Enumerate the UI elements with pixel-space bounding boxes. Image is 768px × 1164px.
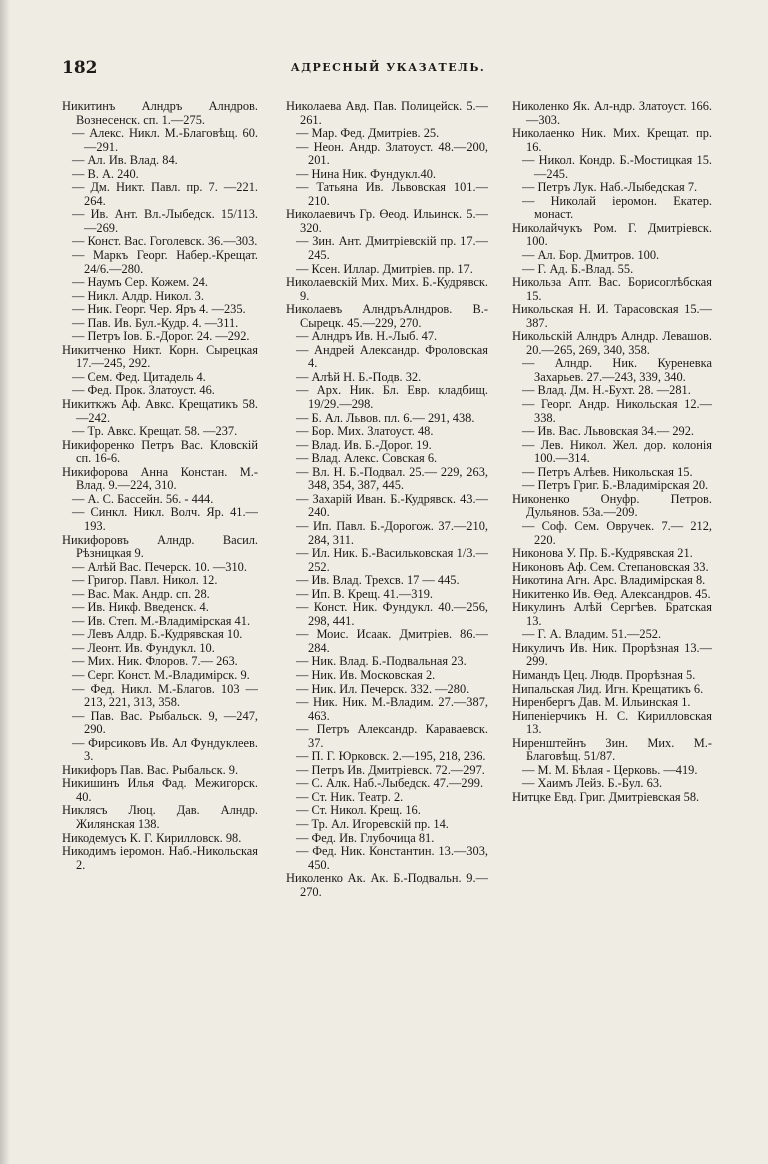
running-title: АДРЕСНЫЙ УКАЗАТЕЛЬ. xyxy=(290,61,486,74)
directory-entry: Ниренштейнъ Зин. Мих. М.-Благовѣщ. 51/87. xyxy=(512,735,712,764)
directory-entry: Никлясъ Люц. Дав. Алндр. Жилянская 138. xyxy=(62,803,258,831)
directory-entry: — Ил. Ник. Б.-Васильковская 1/3.—252. xyxy=(296,546,488,574)
directory-entry: — Петръ Ив. Дмитріевск. 72.—297. xyxy=(296,762,485,777)
directory-entry: — Ив. Степ. М.-Владимірская 41. xyxy=(72,613,251,628)
directory-entry: — Алндр. Ник. Куреневка Захарьев. 27.—243, 339, 340. xyxy=(522,356,712,384)
directory-entry: — Ник. Влад. Б.-Подвальная 23. xyxy=(296,654,467,669)
directory-entry: — Нина Ник. Фундукл.40. xyxy=(296,166,436,181)
directory-entry: — Г. А. Владим. 51.—252. xyxy=(522,627,662,642)
directory-entry: — Неон. Андр. Златоуст. 48.—200, 201. xyxy=(296,139,488,168)
directory-entry: — В. А. 240. xyxy=(72,166,139,181)
directory-entry: Никодимъ іеромон. Наб.-Никольская 2. xyxy=(62,844,258,872)
directory-entry: — Фед. Никл. М.-Благов. 103 —213, 221, 313, 358. xyxy=(72,681,258,710)
directory-entry: — Вл. Н. Б.-Подвал. 25.— 229, 263, 348, 354, 387, 445. xyxy=(296,464,488,493)
directory-entry: — Вас. Мак. Андр. сп. 28. xyxy=(72,586,210,601)
directory-entry: — П. Г. Юрковск. 2.—195, 218, 236. xyxy=(296,749,486,764)
directory-entry: Никитинъ Алндръ Алндров. Вознесенск. сп. 1.—275. xyxy=(62,100,258,127)
directory-entry: — Мар. Фед. Дмитріев. 25. xyxy=(296,126,440,141)
directory-entry: — Ив. Влад. Трехсв. 17 — 445. xyxy=(296,573,460,588)
directory-entry: Николаевичъ Гр. Өеод. Ильинск. 5.—320. xyxy=(286,207,488,235)
directory-entry: — Никл. Алдр. Никол. 3. xyxy=(72,288,204,303)
directory-entry: — Петръ Лук. Наб.-Лыбедская 7. xyxy=(522,180,698,195)
directory-entry: — С. Алк. Наб.-Лыбедск. 47.—299. xyxy=(296,776,484,791)
directory-entry: — Лев. Никол. Жел. дор. колонія 100.—314. xyxy=(522,437,712,466)
directory-entry: Никотина Агн. Арс. Владимірская 8. xyxy=(512,573,706,588)
directory-entry: — Соф. Сем. Овручек. 7.— 212, 220. xyxy=(522,518,712,547)
directory-entry: Никонова У. Пр. Б.-Кудрявская 21. xyxy=(512,546,693,561)
directory-entry: Николайчукъ Ром. Г. Дмитріевск. 100. xyxy=(512,220,712,249)
directory-entry: — Тр. Авкс. Крещат. 58. —237. xyxy=(72,424,238,439)
directory-entry: Никифоръ Пав. Вас. Рыбальск. 9. xyxy=(62,762,239,777)
directory-entry: — М. М. Бѣлая - Церковь. —419. xyxy=(522,762,698,777)
directory-entry: — Зин. Ант. Дмитріевскій пр. 17.—245. xyxy=(296,234,488,263)
directory-entry: — Пав. Вас. Рыбальск. 9, —247, 290. xyxy=(72,708,258,737)
directory-entry: — Алндръ Ив. Н.-Лыб. 47. xyxy=(296,329,438,344)
directory-entry: — Моис. Исаак. Дмитріев. 86.—284. xyxy=(296,627,488,655)
directory-entry: — Хаимъ Лейз. Б.-Бул. 63. xyxy=(522,776,663,791)
directory-entry: Никифорова Анна Констан. М.-Влад. 9.—224, 310. xyxy=(62,464,258,493)
directory-entry: — Дм. Никт. Павл. пр. 7. —221. 264. xyxy=(72,180,258,208)
directory-entry: — Захарій Иван. Б.-Кудрявск. 43.—240. xyxy=(296,491,488,520)
directory-entry: — Пав. Ив. Бул.-Кудр. 4. —311. xyxy=(72,315,239,330)
directory-entry: — Ник. Ив. Московская 2. xyxy=(296,667,436,682)
directory-entry: — Арх. Ник. Бл. Евр. кладбищ. 19/29.—298. xyxy=(296,383,488,412)
column-right xyxy=(512,100,712,1140)
directory-entry: Никифоренко Петръ Вас. Кловскій сп. 16-6. xyxy=(62,437,258,466)
directory-entry: — Сем. Фед. Цитадель 4. xyxy=(72,369,206,384)
page-number: 182 xyxy=(62,58,98,78)
directory-entry: Нитцке Евд. Григ. Дмитріевская 58. xyxy=(512,789,700,804)
directory-entry: — Серг. Конст. М.-Владимірск. 9. xyxy=(72,667,250,682)
directory-entry: — Георг. Андр. Никольская 12.—338. xyxy=(522,397,712,425)
directory-entry: — Петръ Григ. Б.-Владимірская 20. xyxy=(522,478,709,493)
directory-entry: — Фирсиковъ Ив. Ал Фундуклеев. 3. xyxy=(72,735,258,764)
directory-entry: Никоновъ Аф. Сем. Степановская 33. xyxy=(512,559,709,574)
column-middle xyxy=(286,100,488,1140)
directory-entry: — Конст. Вас. Гоголевск. 36.—303. xyxy=(72,234,258,249)
directory-entry: — Ксен. Иллар. Дмитріев. пр. 17. xyxy=(296,261,473,276)
directory-entry: — Ив. Ант. Вл.-Лыбедск. 15/113.—269. xyxy=(72,207,258,235)
directory-entry: Николаевскій Мих. Мих. Б.-Кудрявск. 9. xyxy=(286,275,488,303)
directory-entry: — Алѣй Вас. Печерск. 10. —310. xyxy=(72,559,247,574)
directory-entry: Никоненко Онуфр. Петров. Дульянов. 53а.—209. xyxy=(512,491,712,520)
directory-entry: — А. С. Бассейн. 56. - 444. xyxy=(72,491,214,506)
directory-entry: — Г. Ад. Б.-Влад. 55. xyxy=(522,261,634,276)
directory-entry: — Алѣй Н. Б.-Подв. 32. xyxy=(296,369,422,384)
directory-entry: Николаева Авд. Пав. Полицейск. 5.—261. xyxy=(286,100,488,127)
directory-entry: — Конст. Ник. Фундукл. 40.—256, 298, 441. xyxy=(296,600,488,628)
directory-entry: — Ип. Павл. Б.-Дорогож. 37.—210, 284, 311. xyxy=(296,518,488,547)
directory-entry: Никитченко Никт. Корн. Сырецкая 17.—245, 292. xyxy=(62,342,258,371)
directory-entry: — Ник. Ник. М.-Владим. 27.—387, 463. xyxy=(296,695,488,723)
directory-entry: — Татьяна Ив. Львовская 101.—210. xyxy=(296,180,488,208)
directory-entry: — Петръ Александр. Караваевск. 37. xyxy=(296,722,488,750)
directory-entry: Николаенко Ник. Мих. Крещат. пр. 16. xyxy=(512,126,712,154)
directory-entry: — Маркъ Георг. Набер.-Крещат. 24/6.—280. xyxy=(72,248,258,276)
directory-entry: Никольская Н. И. Тарасовская 15.—387. xyxy=(512,302,712,330)
directory-entry: Никодемусъ К. Г. Кирилловск. 98. xyxy=(62,830,242,845)
directory-entry: — Андрей Александр. Фроловская 4. xyxy=(296,342,488,371)
directory-entry: Нипальская Лид. Игн. Крещатикъ 6. xyxy=(512,681,704,696)
directory-entry: — Ив. Вас. Львовская 34.— 292. xyxy=(522,424,695,439)
directory-entry: — Фед. Ив. Глубочица 81. xyxy=(296,830,435,845)
directory-entry: Никитенко Ив. Өед. Александров. 45. xyxy=(512,586,711,601)
directory-entry: — Григор. Павл. Никол. 12. xyxy=(72,573,218,588)
directory-entry: Никулинъ Алѣй Сергѣев. Братская 13. xyxy=(512,600,712,628)
directory-entry: — Петръ Іов. Б.-Дорог. 24. —292. xyxy=(72,329,250,344)
directory-entry: — Влад. Алекс. Совская 6. xyxy=(296,451,438,466)
directory-entry: — Ал. Ив. Влад. 84. xyxy=(72,153,178,168)
directory-entry: Никольскій Алндръ Алндр. Левашов. 20.—265, 269, 340, 358. xyxy=(512,329,712,357)
directory-entry: — Леонт. Ив. Фундукл. 10. xyxy=(72,640,215,655)
directory-entry: Николенко Ак. Ак. Б.-Подвальн. 9.—270. xyxy=(286,871,488,899)
column-left xyxy=(62,100,258,1140)
directory-entry: — Наумъ Сер. Кожем. 24. xyxy=(72,275,208,290)
page-fold-shadow xyxy=(0,0,10,1164)
page-header xyxy=(58,58,718,82)
directory-entry: Никуличъ Ив. Ник. Прорѣзная 13.—299. xyxy=(512,640,712,669)
directory-entry: — Синкл. Никл. Волч. Яр. 41.—193. xyxy=(72,505,258,533)
directory-entry: Нимандъ Цец. Людв. Прорѣзная 5. xyxy=(512,667,696,682)
directory-entry: — Ал. Бор. Дмитров. 100. xyxy=(522,248,660,263)
directory-entry: — Николай іеромон. Екатер. монаст. xyxy=(522,193,712,222)
directory-entry: — Бор. Мих. Златоуст. 48. xyxy=(296,424,434,439)
directory-entry: — Ип. В. Крещ. 41.—319. xyxy=(296,586,433,601)
directory-entry: — Никол. Кондр. Б.-Мостицкая 15.—245. xyxy=(522,153,712,181)
directory-entry: — Фед. Прок. Златоуст. 46. xyxy=(72,383,215,398)
directory-entry: — Алекс. Никл. М.-Благовѣщ. 60.—291. xyxy=(72,126,258,154)
directory-entry: — Б. Ал. Львов. пл. 6.— 291, 438. xyxy=(296,410,475,425)
directory-entry: — Ив. Никф. Введенск. 4. xyxy=(72,600,209,615)
directory-entry: Ниренбергъ Дав. М. Ильинская 1. xyxy=(512,695,691,710)
directory-entry: Никифоровъ Алндр. Васил. Рѣзницкая 9. xyxy=(62,532,258,561)
directory-entry: — Левъ Алдр. Б.-Кудрявская 10. xyxy=(72,627,243,642)
directory-entry: — Ст. Никол. Крещ. 16. xyxy=(296,803,421,818)
directory-entry: — Влад. Дм. Н.-Бухт. 28. —281. xyxy=(522,383,691,398)
directory-entry: Никишинъ Илья Фад. Межигорск. 40. xyxy=(62,776,258,804)
directory-entry: — Мих. Ник. Флоров. 7.— 263. xyxy=(72,654,238,669)
directory-entry: Николенко Як. Ал-ндр. Златоуст. 166.—303. xyxy=(512,100,712,127)
directory-entry: Николаевъ АлндръАлндров. В.-Сырецк. 45.—229, 270. xyxy=(286,302,488,330)
directory-entry: Нипеніерчикъ Н. С. Кирилловская 13. xyxy=(512,708,712,737)
directory-entry: — Петръ Алѣев. Никольская 15. xyxy=(522,464,693,479)
directory-entry: — Ник. Ил. Печерск. 332. —280. xyxy=(296,681,470,696)
directory-entry: — Тр. Ал. Игоревскій пр. 14. xyxy=(296,816,449,831)
directory-entry: — Ник. Георг. Чер. Яръ 4. —235. xyxy=(72,302,246,317)
directory-entry: — Влад. Ив. Б.-Дорог. 19. xyxy=(296,437,432,452)
directory-entry: Никиткжъ Аф. Авкс. Крещатикъ 58.—242. xyxy=(62,397,258,425)
directory-entry: — Фед. Ник. Константин. 13.—303, 450. xyxy=(296,844,488,872)
directory-entry: — Ст. Ник. Театр. 2. xyxy=(296,789,404,804)
directory-entry: Никольза Апт. Вас. Борисоглѣбская 15. xyxy=(512,275,712,303)
